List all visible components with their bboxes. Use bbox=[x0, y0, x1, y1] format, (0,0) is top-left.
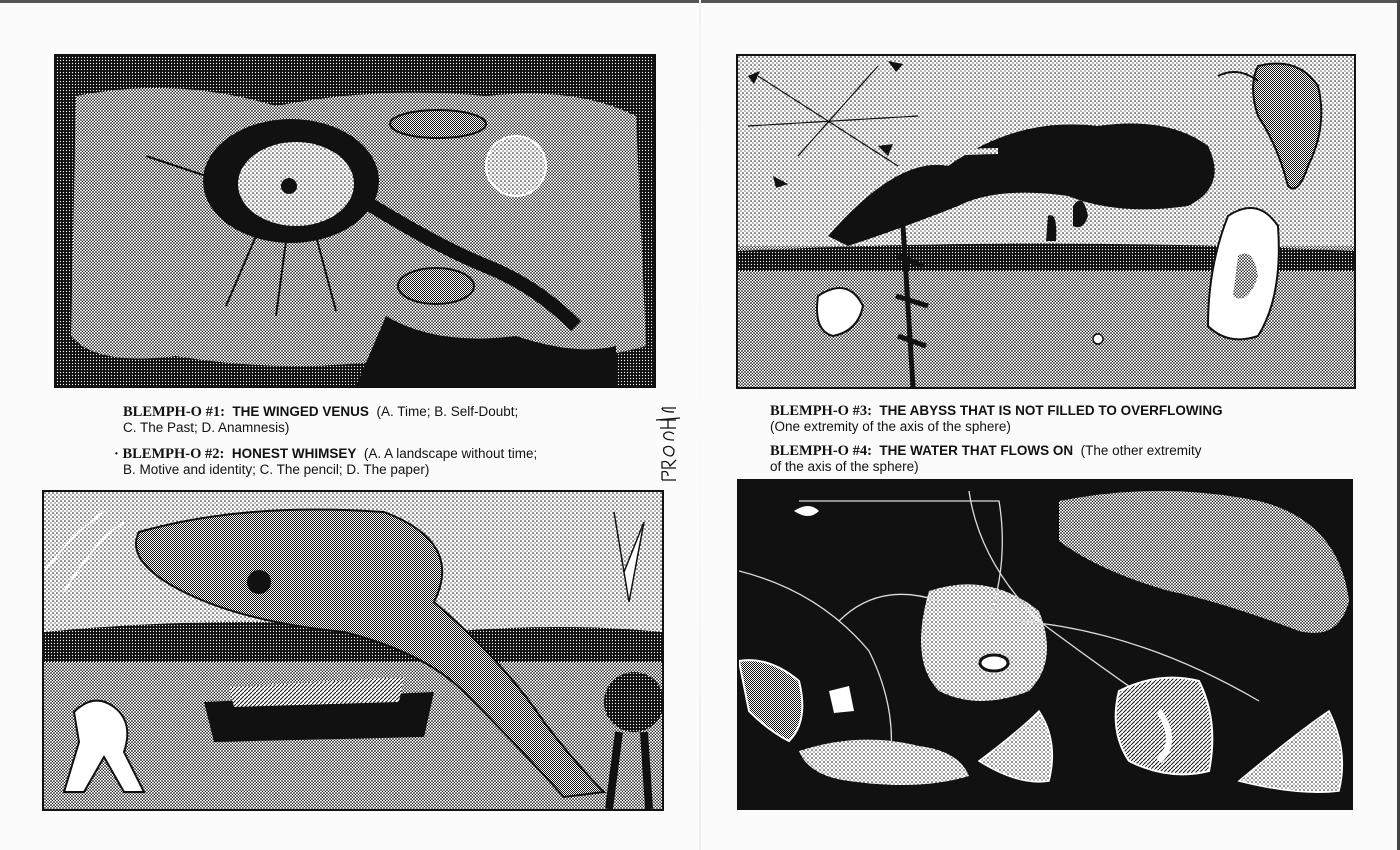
caption-1-number: BLEMPH-O #1: bbox=[123, 404, 225, 420]
caption-4-desc-line1: (The other extremity bbox=[1080, 443, 1202, 458]
caption-blemph-o-4 bbox=[770, 443, 1330, 474]
plate-the-abyss bbox=[736, 54, 1356, 389]
plate-water-that-flows bbox=[737, 479, 1353, 810]
caption-blemph-o-1 bbox=[123, 404, 643, 435]
caption-2-desc-line1: (A. A landscape without time; bbox=[363, 446, 538, 461]
book-gutter bbox=[699, 0, 701, 850]
caption-1-desc-line1: (A. Time; B. Self-Doubt; bbox=[376, 404, 519, 419]
caption-2-number: · BLEMPH-O #2: bbox=[114, 446, 225, 462]
caption-2-desc-line2: B. Motive and identity; C. The pencil; D. The paper) bbox=[123, 462, 430, 477]
plate-honest-whimsey bbox=[42, 490, 664, 811]
plate-winged-venus bbox=[54, 54, 656, 388]
caption-1-title: THE WINGED VENUS bbox=[232, 404, 369, 419]
caption-4-title: THE WATER THAT FLOWS ON bbox=[879, 443, 1074, 458]
caption-4-number: BLEMPH-O #4: bbox=[770, 443, 872, 459]
caption-3-title: THE ABYSS THAT IS NOT FILLED TO OVERFLOWING bbox=[879, 403, 1223, 418]
caption-4-desc-line2: of the axis of the sphere) bbox=[770, 459, 919, 474]
caption-2-number-text: BLEMPH-O #2: bbox=[122, 446, 225, 462]
handwritten-signature bbox=[648, 400, 688, 490]
caption-3-desc-line2: (One extremity of the axis of the sphere) bbox=[770, 419, 1011, 434]
caption-3-number: BLEMPH-O #3: bbox=[770, 403, 872, 419]
caption-blemph-o-2 bbox=[114, 446, 654, 477]
caption-blemph-o-3 bbox=[770, 403, 1370, 434]
caption-2-title: HONEST WHIMSEY bbox=[231, 446, 357, 461]
caption-1-desc-line2: C. The Past; D. Anamnesis) bbox=[123, 420, 290, 435]
